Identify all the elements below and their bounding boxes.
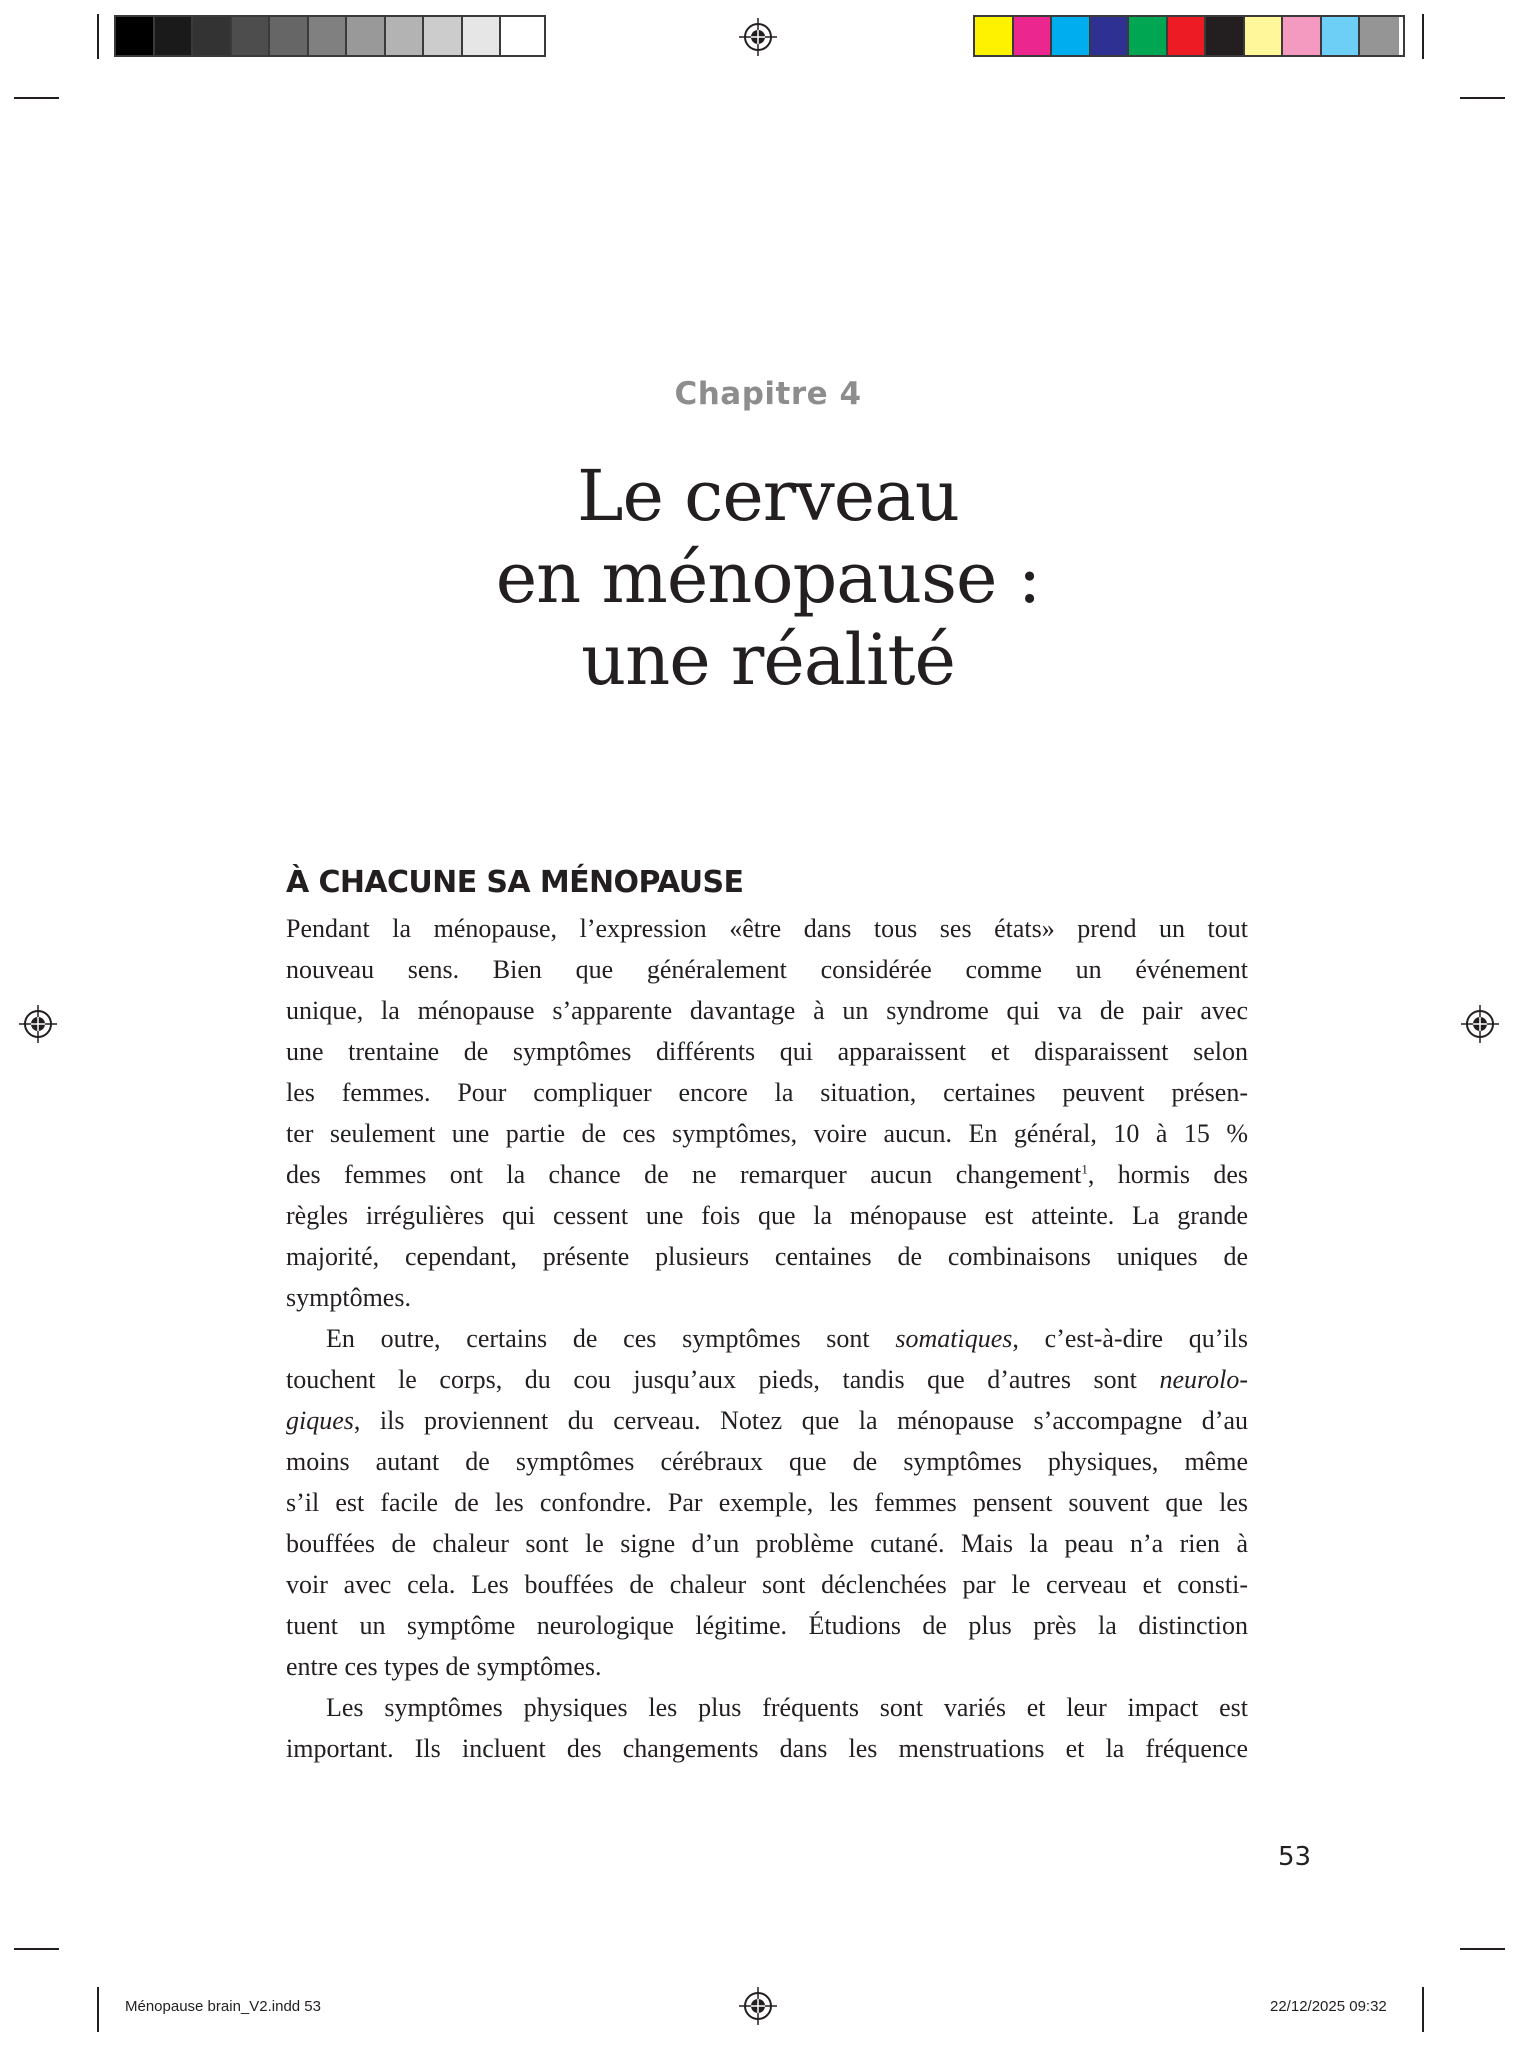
chapter-title (0, 455, 1519, 701)
body-line (286, 1154, 1248, 1195)
body-line-text: , c’est-à-dire qu’ils (1012, 1324, 1248, 1353)
registration-mark-left-icon (19, 1005, 57, 1043)
chapter-title-line: une réalité (581, 619, 955, 701)
body-line: nouveau sens. Bien que généralement considérée comme un événement (286, 955, 1248, 984)
body-line: unique, la ménopause s’apparente davantage à un syndrome qui va de pair avec (286, 996, 1248, 1025)
crop-mark-bottom-left-h (14, 1948, 59, 1950)
gray-swatch (309, 17, 348, 55)
registration-mark-right-icon (1461, 1005, 1499, 1043)
gray-swatch (347, 17, 386, 55)
gray-swatch (463, 17, 502, 55)
page-number: 53 (1278, 1842, 1312, 1872)
gray-swatch (155, 17, 194, 55)
gray-swatch (232, 17, 271, 55)
crop-mark-top-left-h (14, 97, 59, 99)
gray-swatch (501, 17, 540, 55)
body-line: moins autant de symptômes cérébraux que de symptômes physiques, même (286, 1447, 1248, 1476)
color-swatch (1129, 17, 1168, 55)
footnote-reference[interactable]: 1 (1081, 1161, 1088, 1177)
body-line: ter seulement une partie de ces symptômes, voire aucun. En général, 10 à 15 % (286, 1119, 1248, 1148)
body-line: Pendant la ménopause, l’expression «être dans tous ses états» prend un tout (286, 914, 1248, 943)
color-swatch (1052, 17, 1091, 55)
body-line-text: , ils proviennent du cerveau. Notez que la ménopause s’accompagne d’au (353, 1406, 1248, 1435)
color-swatch (975, 17, 1014, 55)
body-line: tuent un symptôme neurologique légitime. Étudions de plus près la distinction (286, 1611, 1248, 1640)
body-line: les femmes. Pour compliquer encore la situation, certaines peuvent présen- (286, 1078, 1248, 1107)
gray-swatch (424, 17, 463, 55)
body-line: s’il est facile de les confondre. Par exemple, les femmes pensent souvent que les (286, 1488, 1248, 1517)
body-line-text: , hormis des (1087, 1160, 1248, 1189)
body-line-text: touchent le corps, du cou jusqu’aux pieds, tandis que d’autres sont (286, 1365, 1137, 1394)
chapter-title-line: Le cerveau (576, 455, 960, 537)
body-line: majorité, cependant, présente plusieurs centaines de combinaisons uniques de (286, 1242, 1248, 1271)
body-line-text: des femmes ont la chance de ne remarquer aucun changement (286, 1160, 1082, 1189)
body-line: Les symptômes physiques les plus fréquents sont variés et leur impact est (326, 1693, 1248, 1722)
crop-mark-top-right-v (1422, 14, 1424, 59)
color-swatch (1322, 17, 1361, 55)
gray-swatch (386, 17, 425, 55)
chapter-title-line: en ménopause : (495, 537, 1041, 619)
crop-mark-bottom-right-v (1422, 1987, 1424, 2032)
body-line: règles irrégulières qui cessent une fois que la ménopause est atteinte. La grande (286, 1201, 1248, 1230)
crop-mark-bottom-left-v (97, 1987, 99, 2032)
body-line-text: En outre, certains de ces symptômes sont (326, 1324, 870, 1353)
color-calibration-bar (973, 15, 1405, 57)
body-line: important. Ils incluent des changements dans les menstruations et la fréquence (286, 1734, 1248, 1763)
body-line: bouffées de chaleur sont le signe d’un problème cutané. Mais la peau n’a rien à (286, 1529, 1248, 1558)
slug-filename: Ménopause brain_V2.indd 53 (125, 1998, 321, 2015)
color-swatch (1091, 17, 1130, 55)
body-line: symptômes. (286, 1283, 411, 1312)
slug-timestamp: 22/12/2025 09:32 (1270, 1998, 1387, 2015)
crop-mark-top-left-v (97, 14, 99, 59)
body-text (286, 908, 1248, 1769)
body-line (286, 1400, 1248, 1441)
body-line: voir avec cela. Les bouffées de chaleur sont déclenchées par le cerveau et consti- (286, 1570, 1248, 1599)
crop-mark-bottom-right-h (1460, 1948, 1505, 1950)
emphasis-text: giques (286, 1406, 354, 1435)
body-line (286, 1359, 1248, 1400)
gray-swatch (116, 17, 155, 55)
body-line (286, 1318, 1248, 1359)
crop-mark-top-right-h (1460, 97, 1505, 99)
body-line: entre ces types de symptômes. (286, 1652, 602, 1681)
color-swatch (1360, 17, 1399, 55)
color-swatch (1168, 17, 1207, 55)
grayscale-calibration-bar (114, 15, 546, 57)
registration-mark-bottom-icon (739, 1987, 777, 2025)
section-heading: À CHACUNE SA MÉNOPAUSE (286, 865, 744, 900)
emphasis-text: neurolo- (1159, 1365, 1249, 1394)
color-swatch (1206, 17, 1245, 55)
gray-swatch (270, 17, 309, 55)
gray-swatch (193, 17, 232, 55)
color-swatch (1283, 17, 1322, 55)
registration-mark-top-icon (739, 18, 777, 56)
emphasis-text: somatiques (895, 1324, 1013, 1353)
chapter-label: Chapitre 4 (674, 376, 862, 412)
color-swatch (1245, 17, 1284, 55)
body-line: une trentaine de symptômes différents qui apparaissent et disparaissent selon (286, 1037, 1248, 1066)
color-swatch (1014, 17, 1053, 55)
